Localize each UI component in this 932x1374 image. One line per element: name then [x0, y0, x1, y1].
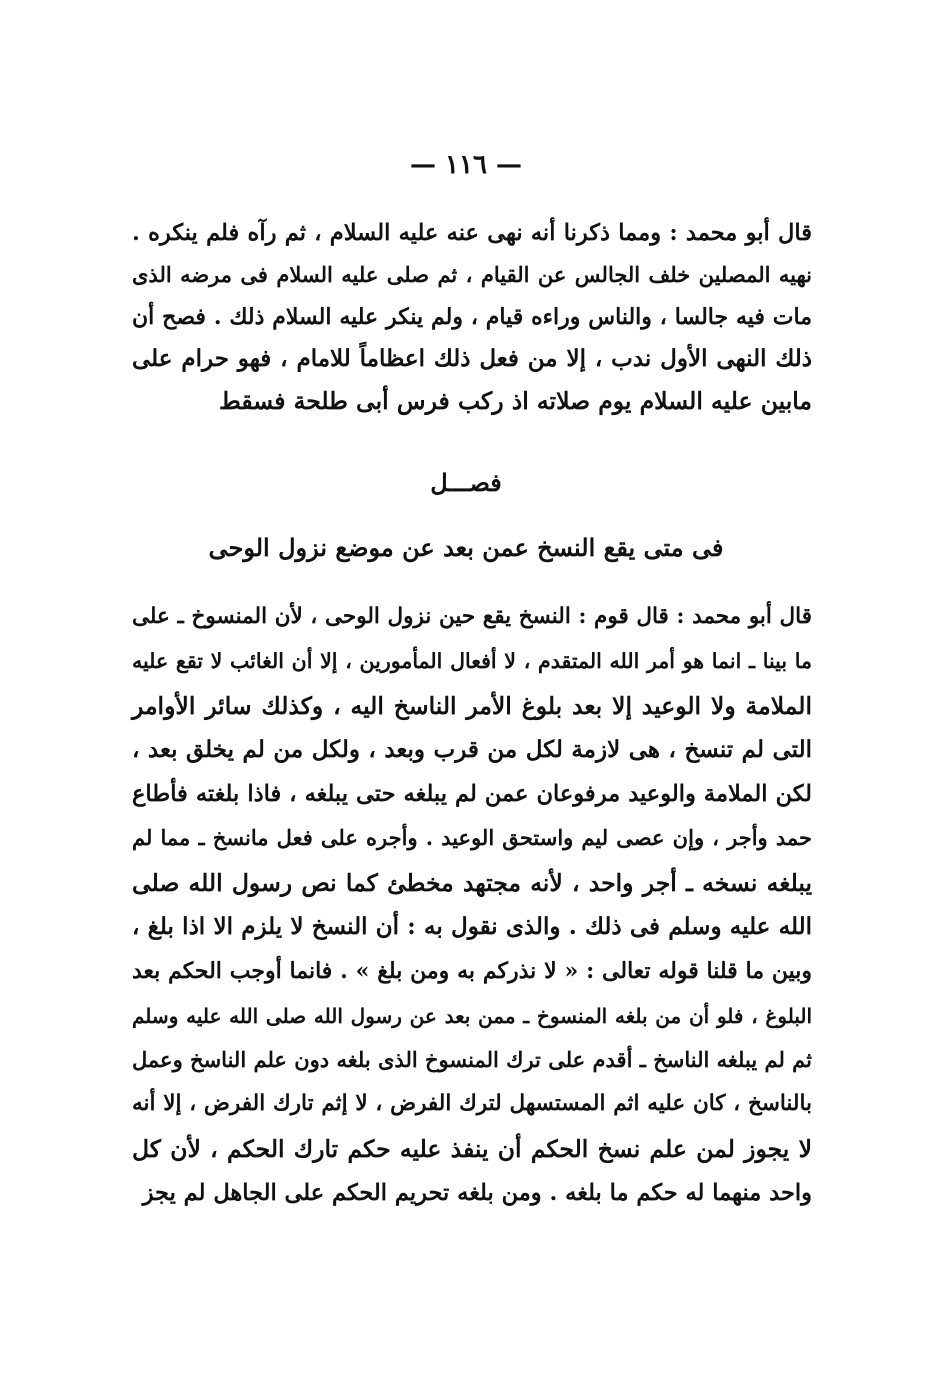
text-line: بالناسخ ، كان عليه اثم المستسهل لترك الفرض ، لا إثم تارك الفرض ، إلا أنه [132, 1091, 812, 1117]
text-line: ما بينا ـ انما هو أمر الله المتقدم ، لا أفعال المأمورين ، إلا أن الغائب لا تقع عليه [132, 649, 812, 674]
text-line: وبين ما قلنا قوله تعالى : « لا نذركم به ومن بلغ » . فانما أوجب الحكم بعد [132, 958, 812, 985]
text-line: التى لم تنسخ ، هى لازمة لكل من قرب وبعد ، ولكل من لم يخلق بعد ، [132, 735, 812, 763]
text-line: ذلك النهى الأول ندب ، إلا من فعل ذلك اعظاماً للامام ، فهو حرام على [132, 345, 812, 372]
text-line: ثم لم يبلغه الناسخ ـ أقدم على ترك المنسوخ الذى بلغه دون علم الناسخ وعمل [132, 1046, 812, 1072]
text-line: مابين عليه السلام يوم صلاته اذ ركب فرس أبى طلحة فسقط [219, 387, 812, 415]
section-heading: فصـــل [430, 468, 502, 497]
text-line: الله عليه وسلم فى ذلك . والذى نقول به : أن النسخ لا يلزم الا اذا بلغ ، [132, 913, 812, 941]
text-line: لا يجوز لمن علم نسخ الحكم أن ينفذ عليه حكم تارك الحكم ، لأن كل [132, 1134, 812, 1163]
text-line: يبلغه نسخه ـ أجر واحد ، لأنه مجتهد مخطئ كما نص رسول الله صلى [132, 868, 812, 897]
section-title: فى متى يقع النسخ عمن بعد عن موضع نزول الوحى [208, 533, 724, 562]
text-line: نهيه المصلين خلف الجالس عن القيام ، ثم صلى عليه السلام فى مرضه الذى [132, 262, 812, 287]
text-line: واحد منهما له حكم ما بلغه . ومن بلغه تحريم الحكم على الجاهل لم يجز [142, 1179, 812, 1206]
text-line: البلوغ ، فلو أن من بلغه المنسوخ ـ ممن بعد عن رسول الله صلى الله عليه وسلم [132, 1003, 812, 1028]
page-number: — ١١٦ — [409, 150, 523, 180]
text-line: مات فيه جالسا ، والناس وراءه قيام ، ولم ينكر عليه السلام ذلك . فصح أن [132, 304, 812, 330]
text-line: حمد وأجر ، وإن عصى ليم واستحق الوعيد . وأجره على فعل مانسخ ـ مما لم [132, 825, 812, 851]
text-line: قال أبو محمد : ومما ذكرنا أنه نهى عنه عليه السلام ، ثم رآه فلم ينكره . [132, 220, 812, 246]
paragraph-opening [132, 212, 812, 422]
text-line: قال أبو محمد : قال قوم : النسخ يقع حين نزول الوحى ، لأن المنسوخ ـ على [132, 604, 812, 629]
text-line: لكن الملامة والوعيد مرفوعان عمن لم يبلغه حتى يبلغه ، فاذا بلغته فأطاع [132, 781, 812, 808]
paragraph-body [132, 595, 812, 1215]
text-line: الملامة ولا الوعيد إلا بعد بلوغ الأمر الناسخ اليه ، وكذلك سائر الأوامر [132, 691, 812, 720]
